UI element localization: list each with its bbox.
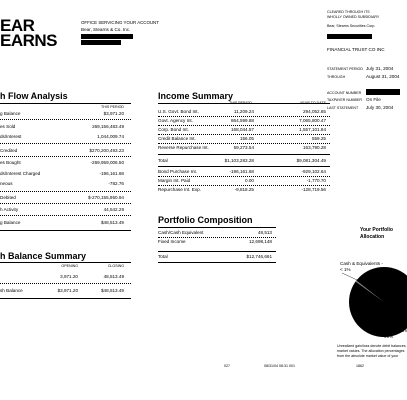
clearing-line-2: WHOLLY OWNED SUBSIDIARY (327, 15, 380, 19)
income-label-margin: Margin Int. Paid (158, 178, 191, 183)
income-label-bond-purchase: Bond Purchase Int. (158, 169, 198, 174)
cf-label-bought: es Bought (0, 160, 21, 165)
redacted-address-1 (81, 34, 133, 39)
portfolio-value-fixed: 12,698,148 (249, 239, 272, 244)
income-v2-bond-purchase: -929,102.64 (301, 169, 326, 174)
divider (0, 215, 131, 216)
income-v1-corp: 168,044.57 (231, 127, 254, 132)
divider (158, 134, 330, 135)
logo-line-2: EARNS (0, 31, 58, 50)
income-v2-reverse: 163,790.28 (303, 145, 326, 150)
income-label-credit: Credit Balance Int. (158, 136, 196, 141)
income-v1-bond-purchase: -196,161.68 (229, 169, 254, 174)
cf-value-misc: -782.76 (108, 181, 124, 186)
cf-label-opening: g Balance (0, 111, 21, 116)
cash-balance-opening: 3,971.20 (60, 274, 78, 279)
income-v2-govt-bond: 294,052.65 (303, 109, 326, 114)
bear-stearns-logo (0, 18, 57, 48)
income-v2-credit: 559.25 (311, 136, 326, 141)
divider (158, 185, 330, 186)
portfolio-rule (158, 227, 276, 228)
income-title: Income Summary (158, 91, 234, 101)
portfolio-value-cash: 48,513 (257, 230, 272, 235)
cf-label-sold: es Sold (0, 124, 16, 129)
period-to: August 31, 2004 (366, 74, 400, 79)
cf-value-sold: 269,156,483.49 (92, 124, 124, 129)
divider (158, 116, 330, 117)
divider (0, 191, 131, 192)
cf-value-debited: $-270,155,950.94 (87, 195, 124, 200)
divider (158, 262, 276, 263)
cash-flow-col-header: THIS PERIOD (101, 105, 124, 109)
divider (0, 283, 131, 284)
allocation-title-2: Allocation (360, 234, 385, 240)
account-label: ACCOUNT NUMBER (327, 91, 362, 95)
pie-slice-fixed-income (349, 267, 407, 337)
through-label: THROUGH (327, 75, 346, 79)
cash-balance-title: h Balance Summary (0, 251, 87, 261)
divider (158, 125, 330, 126)
last-statement-label: LAST STATEMENT (327, 106, 359, 110)
footer-code-1: 027 (224, 364, 230, 368)
cash-flow-rule (0, 103, 131, 104)
clearing-line-1: CLEARED THROUGH ITS (327, 10, 370, 14)
divider (0, 143, 131, 144)
office-title: OFFICE SERVICING YOUR ACCOUNT (81, 20, 159, 25)
fixed-slice-label-2: 99% (384, 334, 394, 339)
income-v2-agency: 7,065,800.47 (299, 118, 326, 123)
cash-balance-rule (0, 262, 131, 263)
cf-value-interest: 1,044,009.74 (97, 134, 124, 139)
period-label: STATEMENT PERIOD (327, 67, 363, 71)
redacted-account (366, 89, 400, 95)
divider (158, 154, 330, 155)
cash-balance-total-opening: $3,971.20 (57, 288, 78, 293)
cf-value-interest-charged: -196,161.68 (99, 171, 124, 176)
income-v1-margin: 0.00 (245, 178, 254, 183)
income-v2-corp: 1,557,101.84 (299, 127, 326, 132)
taxpayer-value: On File (366, 97, 381, 102)
cf-label-debited: Debited (0, 195, 16, 200)
income-v1-credit: 156.05 (239, 136, 254, 141)
cash-balance-total-closing: $48,513.49 (101, 288, 124, 293)
cash-balance-total-label: sh Balance (0, 288, 23, 293)
cf-value-activity: 44,542.29 (103, 207, 124, 212)
income-v1-govt-bond: 11,209.24 (233, 109, 254, 114)
taxpayer-label: TAXPAYER NUMBER (327, 98, 362, 102)
footer-code-3: 1862 (356, 364, 364, 368)
allocation-note-2: market values. The allocation percentages (337, 349, 405, 353)
cf-label-closing: g Balance (0, 220, 21, 225)
cash-flow-title: h Flow Analysis (0, 91, 68, 101)
portfolio-title: Portfolio Composition (158, 215, 253, 225)
divider (0, 230, 131, 231)
cf-label-credited: Credited (0, 148, 18, 153)
income-label-govt-bond: U.S. Govt. Bond Int. (158, 109, 199, 114)
cf-value-opening: $3,971.20 (103, 111, 124, 116)
cf-value-credited: $270,200,493.23 (89, 148, 124, 153)
period-from: July 31, 2004 (366, 66, 394, 71)
allocation-note-1: Unrealized gain/loss denote debit balances. (337, 344, 407, 348)
portfolio-total-value: $12,746,661 (246, 254, 272, 259)
allocation-title-1: Your Portfolio (360, 227, 393, 233)
trust-name: FINANCIAL TRUST CO INC (327, 47, 385, 52)
portfolio-label-cash: Cash/Cash Equivalent (158, 230, 204, 235)
divider (158, 166, 330, 167)
logo-line-1: EAR (0, 16, 35, 35)
income-label-corp: Corp. Bond Int. (158, 127, 189, 132)
divider (0, 203, 131, 204)
portfolio-label-fixed: Fixed Income (158, 239, 186, 244)
footer-code-2: 08/31/04 08:31 001 (264, 364, 295, 368)
income-v2-margin: -1,770.70 (306, 178, 326, 183)
divider (0, 119, 131, 120)
cf-label-interest: ds/Interest (0, 134, 22, 139)
divider (158, 176, 330, 177)
income-v1-agency: 864,599.88 (231, 118, 254, 123)
fixed-slice-label-1: Fixed Incom (382, 328, 407, 333)
redacted-clearing (327, 34, 372, 39)
cash-balance-closing: 48,513.49 (103, 274, 124, 279)
divider (158, 237, 276, 238)
portfolio-total-label: Total (158, 254, 168, 259)
divider (158, 251, 276, 252)
income-total-v1: $1,103,283.28 (224, 158, 254, 163)
cash-slice-label-1: Cash & Equivalents - (340, 261, 383, 266)
cash-slice-label-2: < 1% (340, 267, 351, 272)
income-v1-repurchase: -9,818.25 (234, 187, 254, 192)
office-name: Bear, Stearns & Co. Inc. (81, 27, 131, 32)
income-label-reverse: Reverse Repurchase Int. (158, 145, 209, 150)
redacted-address-2 (81, 40, 121, 45)
income-v2-repurchase: -128,719.56 (301, 187, 326, 192)
cash-balance-col-closing: CLOSING (107, 264, 124, 268)
income-label-agency: Govt. Agency Int. (158, 118, 193, 123)
income-total-label: Total (158, 158, 168, 163)
divider (0, 156, 131, 157)
income-label-repurchase: Repurchase Int. Exp. (158, 187, 201, 192)
last-statement-value: July 30, 2004 (366, 105, 394, 110)
divider (0, 298, 131, 299)
income-col-ytd: YEAR TO DATE (300, 101, 326, 105)
income-v1-reverse: 59,273.54 (233, 145, 254, 150)
cf-label-misc: neous (0, 181, 13, 186)
income-col-period: THIS PERIOD (229, 101, 252, 105)
cf-label-interest-charged: ds/Interest Charged (0, 171, 41, 176)
cash-balance-col-opening: OPENING (61, 264, 78, 268)
cf-value-closing: $48,513.49 (101, 220, 124, 225)
allocation-note-3: from the absolute market value of your (337, 354, 399, 358)
cf-value-bought: -269,959,006.50 (90, 160, 124, 165)
income-total-v2: $9,081,304.49 (296, 158, 326, 163)
cf-label-activity: h Activity (0, 207, 19, 212)
clearing-line-3: Bear, Stearns Securities Corp. (327, 24, 376, 28)
divider (158, 143, 330, 144)
